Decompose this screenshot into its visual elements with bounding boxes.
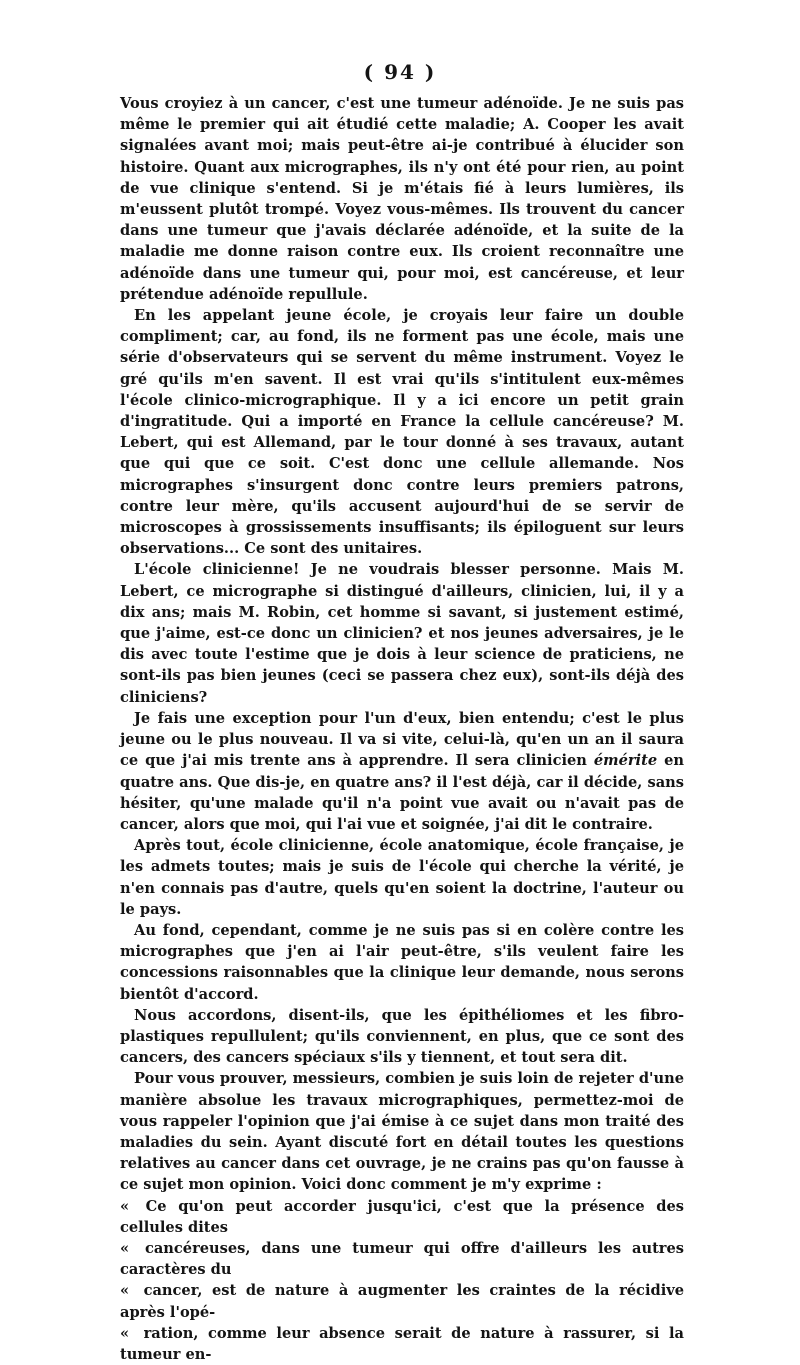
paragraph-text: en quatre ans. Que dis-je, en quatre ans? il l'est déjà, car il décide, sans hésiter, qu'une malade qu'il n'a point vue avait ou n'avait pas de cancer, alors que moi, qui l'ai vue et soignée, j'ai dit le contraire.	[120, 752, 684, 833]
quote-line-text: Ce qu'on peut accorder jusqu'ici, c'est que la présence des cellules dites	[120, 1197, 684, 1236]
paragraph: Après tout, école clinicienne, école anatomique, école française, je les admets toutes; mais je suis de l'école qui cherche la vérité, je n'en connais pas d'autre, quels qu'en soient la doctrine, l'auteur ou le pays.	[120, 837, 684, 918]
quote-line	[120, 1282, 684, 1320]
page-number: ( 94 )	[363, 60, 437, 84]
paragraph: Nous accordons, disent-ils, que les épithéliomes et les fibro-plastiques repullulent; qu'ils conviennent, en plus, que ce sont des cancers, des cancers spéciaux s'ils y tiennent, et tout sera dit.	[120, 1006, 684, 1067]
paragraph	[120, 708, 684, 835]
quotation	[120, 1196, 684, 1365]
body-text	[120, 93, 684, 1365]
paragraph-text: Je fais une exception pour l'un d'eux, bien entendu; c'est le plus jeune ou le plus nouveau. Il va si vite, celui-là, qu'en un an il saura ce que j'ai mis trente ans à apprendre. Il sera clinicien	[120, 709, 684, 770]
paragraph: Pour vous prouver, messieurs, combien je suis loin de rejeter d'une manière absolue les travaux micrographiques, permettez-moi de vous rappeler l'opinion que j'ai émise à ce sujet dans mon traité des maladies du sein. Ayant discuté fort en détail toutes les questions relatives au cancer dans cet ouvrage, je ne crains pas qu'on fausse à ce sujet mon opinion. Voici donc comment je m'y exprime :	[120, 1070, 684, 1194]
quote-mark: «	[120, 1282, 130, 1300]
paragraph: L'école clinicienne! Je ne voudrais blesser personne. Mais M. Lebert, ce micrographe si distingué d'ailleurs, clinicien, lui, il y a dix ans; mais M. Robin, cet homme si savant, si justement estimé, que j'aime, est-ce donc un clinicien? et nos jeunes adversaires, je le dis avec toute l'estime que je dois à leur science de praticiens, ne sont-ils pas bien jeunes (ceci se passera chez eux), sont-ils déjà des cliniciens?	[120, 561, 684, 706]
quote-mark: «	[120, 1239, 130, 1257]
quote-mark: «	[120, 1197, 130, 1215]
emphasized-word: émérite	[593, 752, 658, 770]
quote-line-text: ration, comme leur absence serait de nature à rassurer, si la tumeur en-	[120, 1324, 684, 1363]
quote-line-text: cancéreuses, dans une tumeur qui offre d'ailleurs les autres caractères du	[120, 1239, 684, 1279]
quote-line	[120, 1198, 684, 1236]
quote-line-text: cancer, est de nature à augmenter les craintes de la récidive après l'opé-	[120, 1282, 684, 1321]
paragraph: Vous croyiez à un cancer, c'est une tumeur adénoïde. Je ne suis pas même le premier qui ait étudié cette maladie; A. Cooper les avait signalées avant moi; mais peut-être ai-je contribué à élucider son histoire. Quant aux micrographes, ils n'y ont été pour rien, au point de vue clinique s'entend. Si je m'étais fié à leurs lumières, ils m'eussent plutôt trompé. Voyez vous-mêmes. Ils trouvent du cancer dans une tumeur que j'avais déclarée adénoïde, et la suite de la maladie me donne raison contre eux. Ils croient reconnaître une adénoïde dans une tumeur qui, pour moi, est cancéreuse, et leur prétendue adénoïde repullule.	[120, 95, 684, 303]
quote-line	[120, 1325, 684, 1363]
paragraph: Au fond, cependant, comme je ne suis pas si en colère contre les micrographes que j'en ai l'air peut-être, s'ils veulent faire les concessions raisonnables que la clinique leur demande, nous serons bientôt d'accord.	[120, 921, 684, 1003]
quote-mark: «	[120, 1324, 130, 1342]
paragraph: En les appelant jeune école, je croyais leur faire un double compliment; car, au fond, ils ne forment pas une école, mais une série d'observateurs qui se servent du même instrument. Voyez le gré qu'ils m'en savent. Il est vrai qu'ils s'intitulent eux-mêmes l'école clinico-micrographique. Il y a ici encore un petit grain d'ingratitude. Qui a importé en France la cellule cancéreuse? M. Lebert, qui est Allemand, par le tour donné à ses travaux, autant que qui que ce soit. C'est donc une cellule allemande. Nos micrographes s'insurgent donc contre leurs premiers patrons, contre leur mère, qu'ils accusent aujourd'hui de se servir de microscopes à grossissements insuffisants; ils épiloguent sur leurs observations... Ce sont des unitaires.	[120, 307, 684, 558]
quote-line	[120, 1240, 684, 1278]
